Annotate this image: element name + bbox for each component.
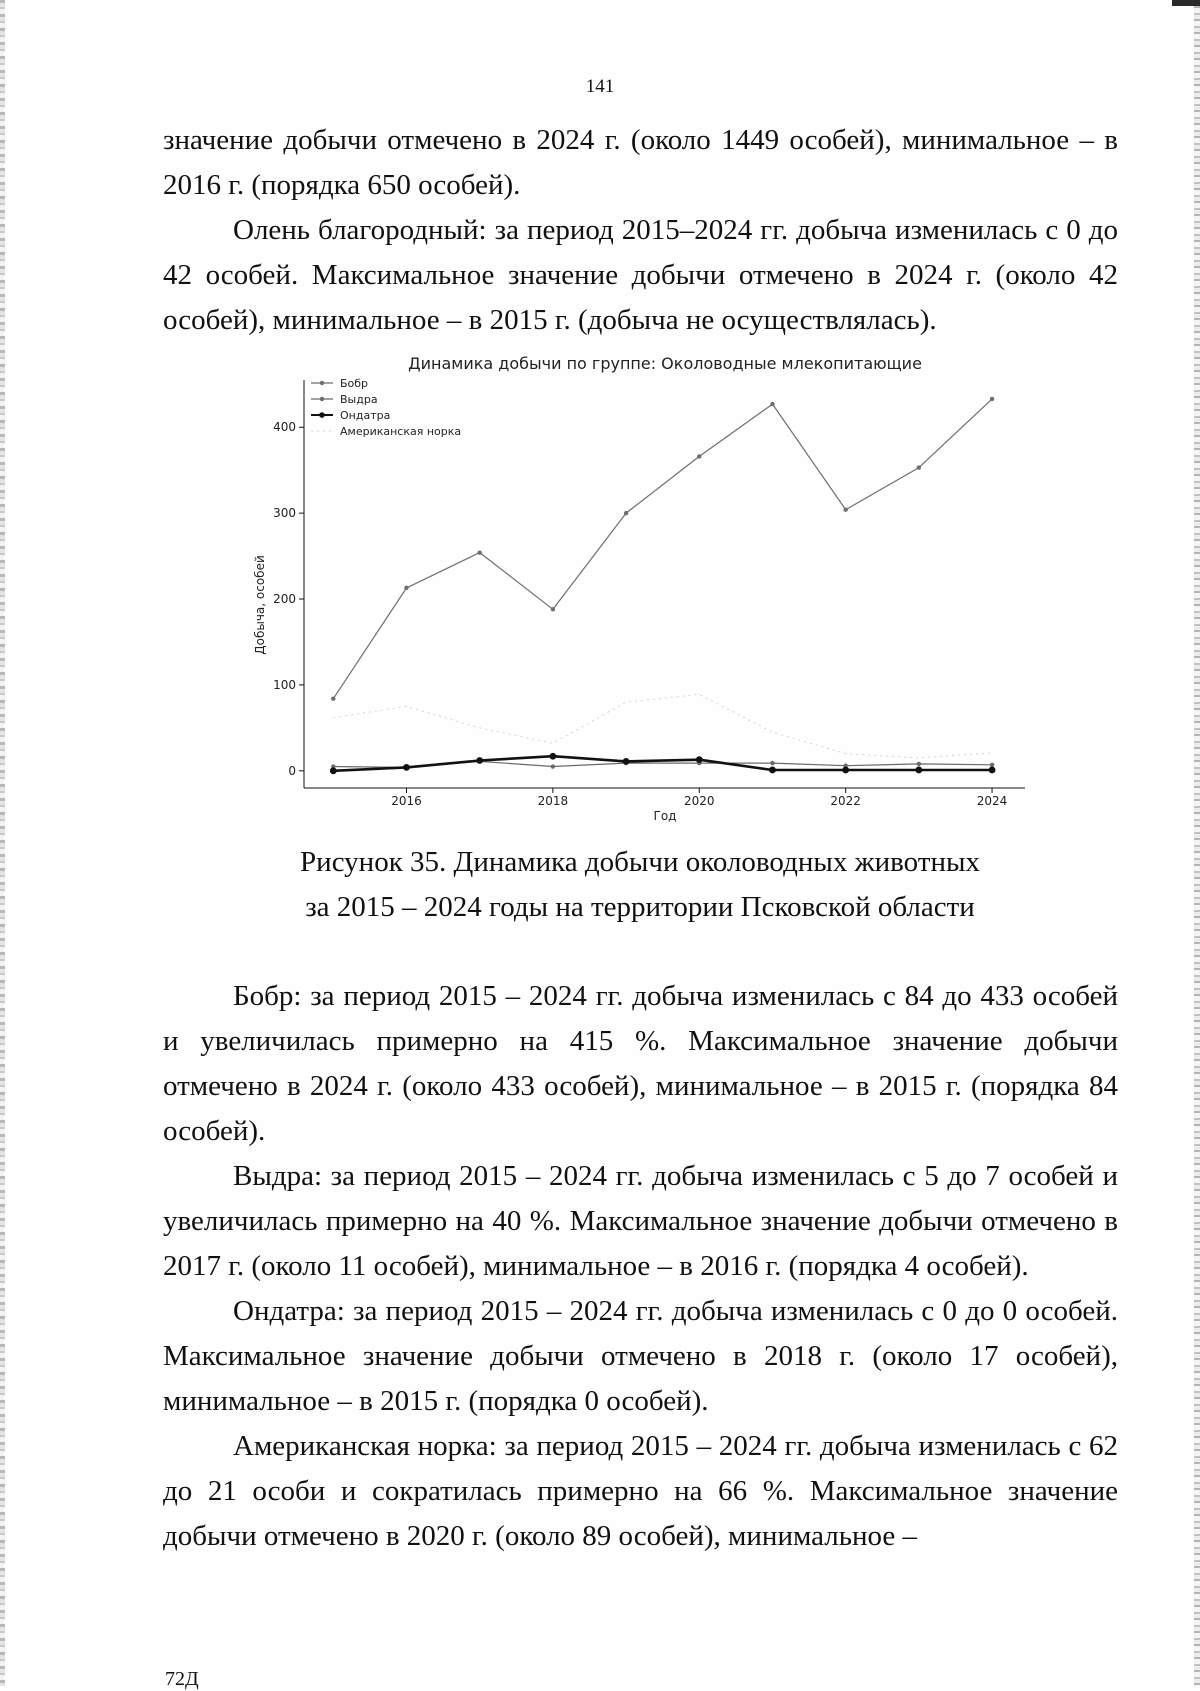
x-tick-label: 2018 [537,794,569,808]
y-tick-label: 400 [273,420,296,435]
data-point-series-2 [623,758,630,765]
paragraph-beaver: Бобр: за период 2015 – 2024 гг. добыча изменилась с 84 до 433 особей и увеличилась примерно на 415 %. Максимальное значение добычи отмечено в 2024 г. (около 433 особей), минимальное – в 2015 г. (порядка 84 особей). [163,980,1118,1147]
figure-caption [0,840,1200,930]
x-tick-label: 2022 [830,794,861,808]
y-tick-label: 0 [288,763,296,778]
data-point-series-1 [990,763,994,767]
data-point-series-1 [770,761,774,765]
x-tick-label: 2016 [391,794,422,808]
data-point-series-1 [917,762,921,766]
y-tick-label: 300 [273,506,296,521]
paragraph-muskrat: Ондатра: за период 2015 – 2024 гг. добыча изменилась с 0 до 0 особей. Максимальное значение добычи отмечено в 2018 г. (около 17 особей), минимальное – в 2015 г. (порядка 0 особей). [163,1295,1118,1417]
legend-label-3: Американская норка [340,425,462,438]
x-axis-label: Год [653,809,677,823]
legend-marker-1 [320,397,324,401]
series-line-0 [333,399,992,699]
paragraph-deer-end: значение добычи отмечено в 2024 г. (около 1449 особей), минимальное – в 2016 г. (порядка 650 особей). [163,124,1118,201]
y-axis-label: Добыча, особей [253,555,267,655]
y-tick-label: 100 [273,677,296,692]
series-line-3 [333,694,992,758]
legend-label-0: Бобр [340,377,369,390]
x-tick-label: 2020 [683,794,715,808]
data-point-series-0 [770,402,774,406]
caption-line-2: за 2015 – 2024 годы на территории Псковской области [305,891,975,923]
legend-label-1: Выдра [340,393,378,406]
page-number: 141 [585,76,615,97]
data-point-series-0 [331,696,335,700]
catch-dynamics-chart [230,350,1040,830]
data-point-series-2 [696,756,703,763]
data-point-series-0 [697,454,701,458]
y-tick-label: 200 [273,592,296,607]
caption-line-1: Рисунок 35. Динамика добычи околоводных животных [300,846,980,878]
footer-code: 72Д [165,1668,199,1690]
data-point-series-2 [989,767,996,774]
data-point-series-1 [551,764,555,768]
data-point-series-2 [403,764,410,771]
data-point-series-0 [990,397,994,401]
legend-marker-0 [320,381,324,385]
data-point-series-0 [551,607,555,611]
data-point-series-2 [769,767,776,774]
paragraph-otter: Выдра: за период 2015 – 2024 гг. добыча изменилась с 5 до 7 особей и увеличилась примерно на 40 %. Максимальное значение добычи отмечено в 2017 г. (около 11 особей), минимальное – в 2016 г. (порядка 4 особей). [163,1160,1118,1282]
chart-title: Динамика добычи по группе: Околоводные млекопитающие [408,354,922,373]
data-point-series-2 [842,767,849,774]
text-block-bottom [163,974,1118,1559]
data-point-series-2 [476,757,483,764]
chart-legend [311,377,461,438]
x-tick-label: 2024 [976,794,1008,808]
legend-marker-2 [319,412,325,418]
data-point-series-2 [915,767,922,774]
scan-corner-mark [1172,0,1200,6]
data-point-series-0 [843,508,847,512]
paragraph-red-deer: Олень благородный: за период 2015–2024 гг. добыча изменилась с 0 до 42 особей. Максимальное значение добычи отмечено в 2024 г. (около 42 особей), минимальное – в 2015 г. (добыча не осуществлялась). [163,214,1118,336]
chart-series [330,397,996,775]
data-point-series-0 [404,586,408,590]
legend-label-2: Ондатра [340,409,391,422]
data-point-series-2 [330,767,337,774]
data-point-series-2 [549,753,556,760]
text-block-top [163,118,1118,343]
data-point-series-0 [917,465,921,469]
chart-axes [273,380,1025,808]
paragraph-american-mink: Американская норка: за период 2015 – 2024 гг. добыча изменилась с 62 до 21 особи и сократилась примерно на 66 %. Максимальное значение добычи отмечено в 2020 г. (около 89 особей), минимальное – [163,1430,1118,1552]
data-point-series-0 [477,550,481,554]
data-point-series-0 [624,511,628,515]
